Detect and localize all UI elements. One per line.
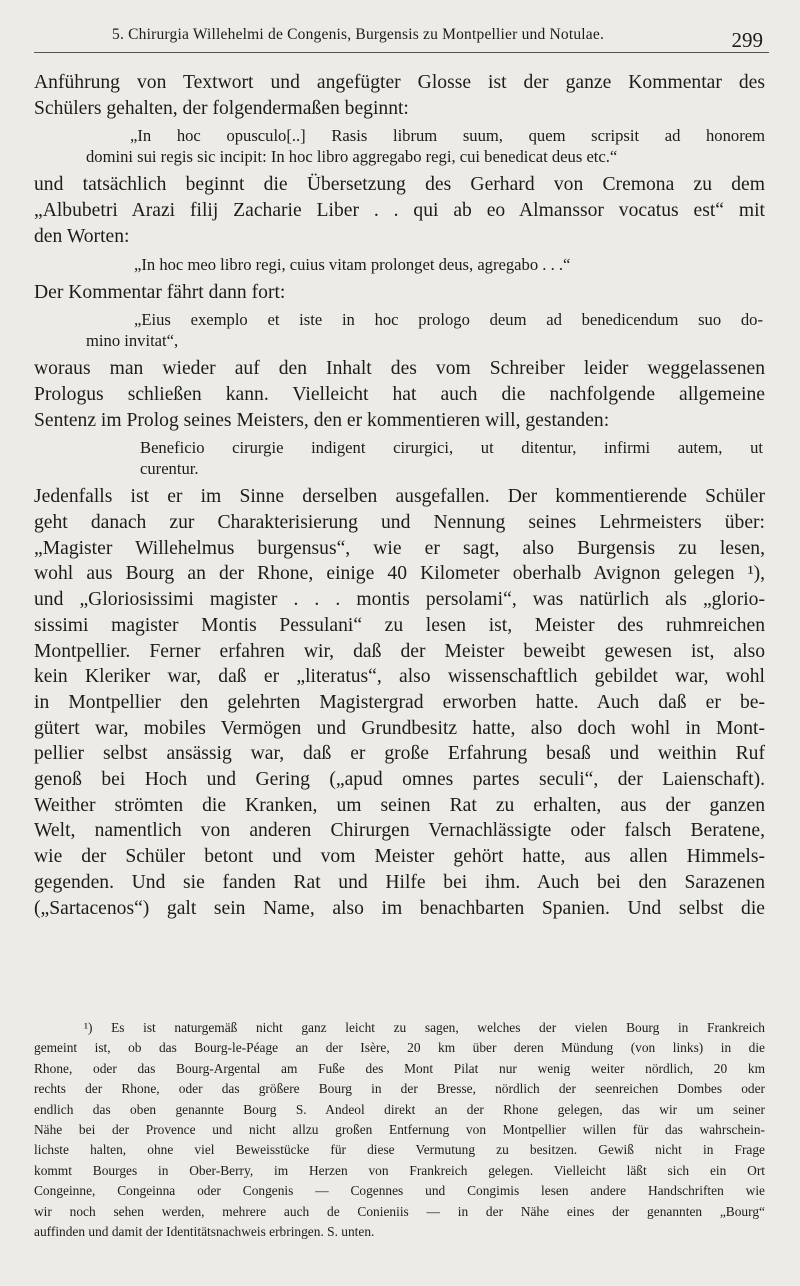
text-line: Anführung von Textwort und angefügter Glosse ist der ganze Kommentar des <box>34 72 765 93</box>
text-line: „Albubetri Arazi filij Zacharie Liber . . qui ab eo Almanssor vocatus est“ mit <box>34 200 765 222</box>
quote-line: curentur. <box>140 459 199 479</box>
footnote-line: endlich das oben genannte Bourg S. Andeol direkt an der Rhone gelegen, das wir um seiner <box>34 1101 765 1117</box>
footnote-line: rechts der Rhone, oder das größere Bourg in der Bresse, nördlich der seenreichen Dombes oder <box>34 1081 765 1097</box>
quote-block <box>34 309 765 351</box>
text-line: geht danach zur Charakterisierung und Nennung seines Lehrmeisters über: <box>34 512 765 534</box>
quote-line: „In hoc meo libro regi, cuius vitam prolonget deus, agregabo . . .“ <box>134 254 571 274</box>
quote-line: mino invitat“, <box>86 331 179 351</box>
running-head <box>34 10 769 53</box>
text-line: gütert war, mobiles Vermögen und Grundbesitz hatte, also doch wohl in Mont- <box>34 717 765 739</box>
text-line: den Worten: <box>34 225 130 247</box>
footnote-line: gemeint ist, ob das Bourg-le-Péage an der Isère, 20 km über deren Mündung (von links) in die <box>34 1040 765 1056</box>
quote-line: Beneficio cirurgie indigent cirurgici, ut ditentur, infirmi autem, ut <box>140 438 763 458</box>
text-line: woraus man wieder auf den Inhalt des vom Schreiber leider weggelassenen <box>34 358 765 380</box>
footnote <box>34 1018 765 1242</box>
footnote-line: Nähe bei der Provence und nicht allzu großen Entfernung von Montpellier willen für das wahrschein- <box>34 1122 765 1138</box>
text-line: Jedenfalls ist er im Sinne derselben ausgefallen. Der kommentierende Schüler <box>34 486 765 508</box>
text-line: in Montpellier den gelehrten Magistergrad erworben hatte. Auch daß er be- <box>34 691 765 713</box>
text-line: Prologus schließen kann. Vielleicht hat auch die nachfolgende allgemeine <box>34 383 765 405</box>
text-line: gegenden. Und sie fanden Rat und Hilfe bei ihm. Auch bei den Sarazenen <box>34 871 765 893</box>
quote-block <box>34 437 765 479</box>
quote-block <box>34 125 765 167</box>
page-number: 299 <box>731 28 763 52</box>
footnote-line: ¹) Es ist naturgemäß nicht ganz leicht zu sagen, welches der vielen Bourg in Frankreich <box>84 1020 765 1035</box>
quote-line: „Eius exemplo et iste in hoc prologo deum ad benedicendum suo do- <box>134 310 763 330</box>
running-title: 5. Chirurgia Willehelmi de Congenis, Burgensis zu Montpellier und Notulae. <box>112 26 605 43</box>
text-line: Montpellier. Ferner erfahren wir, daß der Meister beweibt gewesen ist, also <box>34 640 765 662</box>
text-line: „Magister Willehelmus burgensus“, wie er sagt, also Burgensis zu lesen, <box>34 537 765 559</box>
footnote-line: wir noch sehen werden, mehrere auch de Conieniis — in der Nähe eines der genannten „Bourg“ <box>34 1203 765 1219</box>
main-text <box>34 70 765 921</box>
footnote-line: Congeinne, Congeinna oder Congenis — Cogennes und Congimis lesen andere Handschriften wie <box>34 1183 765 1199</box>
quote-block <box>34 254 765 275</box>
text-line: wohl aus Bourg an der Rhone, einige 40 Kilometer oberhalb Avignon gelegen ¹), <box>34 563 765 585</box>
text-line: Weither strömten die Kranken, um seinen Rat zu erhalten, aus der ganzen <box>34 794 765 816</box>
text-line: pellier selbst ansässig war, daß er große Erfahrung besaß und weithin Ruf <box>34 743 765 765</box>
quote-line: „In hoc opusculo[..] Rasis librum suum, quem scripsit ad honorem <box>130 126 765 146</box>
text-line: Welt, namentlich von anderen Chirurgen Vernachlässigte oder falsch Beratene, <box>34 820 765 842</box>
text-line: wie der Schüler betont und vom Meister gehört hatte, aus allen Himmels- <box>34 846 765 868</box>
text-line: genoß bei Hoch und Gering („apud omnes partes seculi“, der Laienschaft). <box>34 769 765 791</box>
text-line: Schülers gehalten, der folgendermaßen beginnt: <box>34 97 409 119</box>
text-line: kein Kleriker war, daß er „literatus“, also wissenschaftlich gebildet war, wohl <box>34 666 765 688</box>
text-line: und „Gloriosissimi magister . . . montis persolami“, was natürlich als „glorio- <box>34 589 765 611</box>
text-line: Der Kommentar fährt dann fort: <box>34 281 286 303</box>
text-line: („Sartacenos“) galt sein Name, also im benachbarten Spanien. Und selbst die <box>34 897 765 919</box>
text-line: Sentenz im Prolog seines Meisters, den er kommentieren will, gestanden: <box>34 409 610 431</box>
footnote-line: Rhone, oder das Bourg-Argental am Fuße des Mont Pilat nur wenig weiter nördlich, 20 km <box>34 1060 765 1076</box>
quote-line: domini sui regis sic incipit: In hoc libro aggregabo regi, cui benedicat deus etc.“ <box>86 147 618 167</box>
footnote-line: auffinden und damit der Identitätsnachweis erbringen. S. unten. <box>34 1224 375 1240</box>
text-line: sissimi magister Montis Pessulani“ zu lesen ist, Meister des ruhmreichen <box>34 614 765 636</box>
footnote-line: kommt Bourges in Ober-Berry, im Herzen von Frankreich gelegen. Vielleicht läßt sich ein Ort <box>34 1162 765 1178</box>
text-line: und tatsächlich beginnt die Übersetzung des Gerhard von Cremona zu dem <box>34 174 765 196</box>
footnote-line: lichste halten, ohne viel Beweisstücke für diese Vermutung zu besitzen. Gewiß nicht in Frage <box>34 1142 765 1158</box>
